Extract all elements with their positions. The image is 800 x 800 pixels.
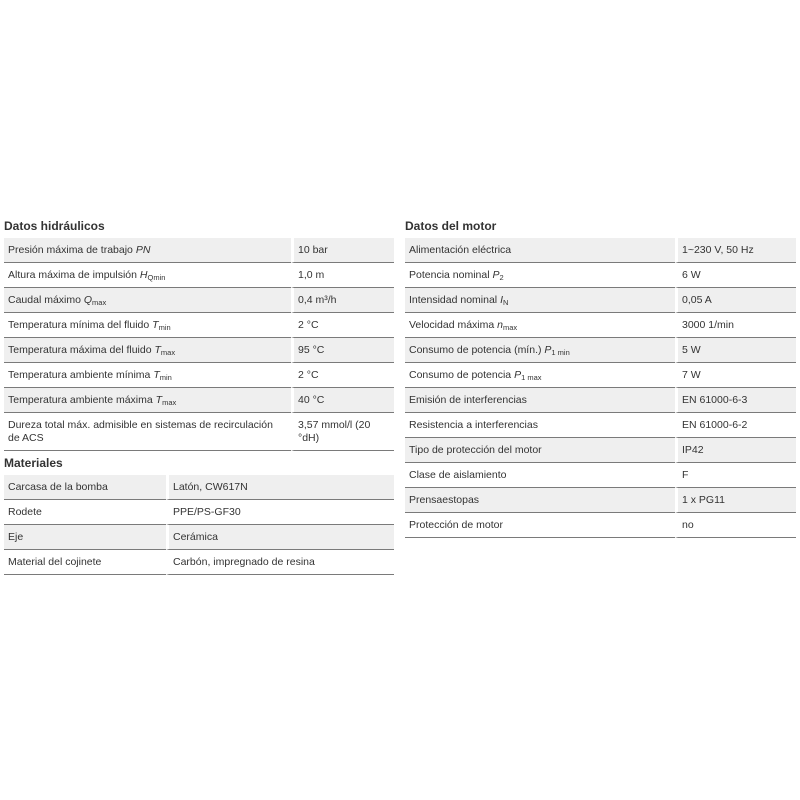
row-label-cell <box>405 263 675 288</box>
motor-row <box>405 288 796 313</box>
row-symbol-subscript: 1 max <box>521 372 542 382</box>
right-column <box>405 218 796 538</box>
row-value: 2 °C <box>291 363 394 388</box>
row-label: Caudal máximo <box>8 293 84 306</box>
motor-section-title: Datos del motor <box>405 219 497 233</box>
row-value: 10 bar <box>291 238 394 263</box>
hydraulic-row <box>4 288 394 313</box>
materials-section-title: Materiales <box>4 456 63 470</box>
row-value: 95 °C <box>291 338 394 363</box>
row-label-cell <box>4 475 166 500</box>
row-value: 3000 1/min <box>675 313 796 338</box>
row-label-cell <box>4 413 291 451</box>
row-label-cell <box>4 313 291 338</box>
row-label-cell <box>4 363 291 388</box>
motor-row <box>405 313 796 338</box>
row-label: Velocidad máxima <box>409 318 498 331</box>
hydraulic-row <box>4 363 394 388</box>
row-value: 1~230 V, 50 Hz <box>675 238 796 263</box>
row-label-cell <box>405 488 675 513</box>
motor-row <box>405 238 796 263</box>
row-symbol-subscript: max <box>92 297 107 307</box>
row-symbol: T <box>154 343 161 356</box>
row-symbol-subscript: 2 <box>499 272 504 282</box>
row-symbol-subscript: max <box>502 322 518 332</box>
row-value: 40 °C <box>291 388 394 413</box>
row-label: Protección de motor <box>409 518 503 531</box>
row-label-cell <box>405 513 675 538</box>
row-value: 3,57 mmol/l (20 °dH) <box>291 413 394 451</box>
row-label: Emisión de interferencias <box>409 393 527 406</box>
row-symbol-subscript: max <box>160 347 176 357</box>
row-symbol: T <box>152 318 159 331</box>
row-label: Clase de aislamiento <box>409 468 507 481</box>
row-symbol: P <box>514 368 522 381</box>
row-label: Potencia nominal <box>409 268 493 281</box>
row-value: Latón, CW617N <box>166 475 394 500</box>
row-label-cell <box>405 363 675 388</box>
row-value: IP42 <box>675 438 796 463</box>
row-symbol-subscript: 1 min <box>551 347 570 357</box>
row-symbol: n <box>497 318 503 331</box>
row-label: Eje <box>8 530 24 543</box>
row-label: Temperatura ambiente mínima <box>8 368 154 381</box>
row-label: Consumo de potencia <box>409 368 515 381</box>
row-label-cell <box>405 438 675 463</box>
materials-row <box>4 500 394 525</box>
row-label-cell <box>4 500 166 525</box>
row-value: 1 x PG11 <box>675 488 796 513</box>
row-symbol: T <box>155 393 163 406</box>
row-value: EN 61000-6-3 <box>675 388 796 413</box>
row-label: Carcasa de la bomba <box>8 480 108 493</box>
row-value: 1,0 m <box>291 263 394 288</box>
row-label: Presión máxima de trabajo <box>8 243 136 256</box>
motor-table <box>405 238 796 538</box>
motor-row <box>405 263 796 288</box>
row-symbol-subscript: min <box>159 372 172 382</box>
motor-row <box>405 438 796 463</box>
row-value: no <box>675 513 796 538</box>
hydraulic-row <box>4 388 394 413</box>
hydraulic-row <box>4 313 394 338</box>
row-label-cell <box>405 338 675 363</box>
hydraulic-row <box>4 263 394 288</box>
row-label: Prensaestopas <box>409 493 480 506</box>
row-label-cell <box>405 238 675 263</box>
motor-row <box>405 388 796 413</box>
row-symbol: T <box>153 368 160 381</box>
row-value: F <box>675 463 796 488</box>
row-label: Consumo de potencia (mín.) <box>409 343 545 356</box>
row-label-cell <box>405 463 675 488</box>
motor-row <box>405 363 796 388</box>
row-label: Altura máxima de impulsión <box>8 268 140 281</box>
row-value: 6 W <box>675 263 796 288</box>
row-value: Cerámica <box>166 525 394 550</box>
hydraulic-table <box>4 238 394 451</box>
motor-row <box>405 513 796 538</box>
row-label: Dureza total máx. admisible en sistemas de recirculación de ACS <box>8 418 273 444</box>
row-label-cell <box>405 388 675 413</box>
row-label-cell <box>4 388 291 413</box>
row-label-cell <box>4 338 291 363</box>
row-value: EN 61000-6-2 <box>675 413 796 438</box>
row-symbol: I <box>500 293 503 306</box>
row-label-cell <box>4 263 291 288</box>
row-label-cell <box>405 313 675 338</box>
row-symbol: P <box>492 268 500 281</box>
row-value: PPE/PS-GF30 <box>166 500 394 525</box>
row-symbol: H <box>139 268 148 281</box>
row-label: Temperatura ambiente máxima <box>8 393 156 406</box>
row-symbol-subscript: max <box>162 397 177 407</box>
row-label-cell <box>405 288 675 313</box>
row-label-cell <box>405 413 675 438</box>
row-label: Temperatura máxima del fluido <box>8 343 155 356</box>
row-symbol: P <box>544 343 552 356</box>
row-label: Material del cojinete <box>8 555 102 568</box>
row-value: 7 W <box>675 363 796 388</box>
materials-row <box>4 525 394 550</box>
row-symbol-subscript: min <box>158 322 171 332</box>
hydraulic-section-title: Datos hidráulicos <box>4 219 105 233</box>
motor-row <box>405 338 796 363</box>
motor-row <box>405 413 796 438</box>
row-label-cell <box>4 238 291 263</box>
motor-row <box>405 463 796 488</box>
row-value: 0,4 m³/h <box>291 288 394 313</box>
motor-row <box>405 488 796 513</box>
row-label: Alimentación eléctrica <box>409 243 512 256</box>
row-label-cell <box>4 288 291 313</box>
row-symbol: PN <box>135 243 151 256</box>
left-column <box>4 218 394 575</box>
row-label-cell <box>4 550 166 575</box>
row-value: 0,05 A <box>675 288 796 313</box>
row-symbol-subscript: N <box>502 297 509 307</box>
row-label-cell <box>4 525 166 550</box>
row-symbol-subscript: Qmin <box>147 272 166 282</box>
materials-table <box>4 475 394 575</box>
row-label: Tipo de protección del motor <box>409 443 542 456</box>
row-symbol: Q <box>83 293 93 306</box>
hydraulic-row <box>4 413 394 451</box>
materials-row <box>4 475 394 500</box>
materials-row <box>4 550 394 575</box>
row-value: Carbón, impregnado de resina <box>166 550 394 575</box>
hydraulic-row <box>4 338 394 363</box>
row-label: Intensidad nominal <box>409 293 501 306</box>
row-label: Rodete <box>8 505 42 518</box>
row-value: 2 °C <box>291 313 394 338</box>
row-label: Resistencia a interferencias <box>409 418 538 431</box>
hydraulic-row <box>4 238 394 263</box>
row-label: Temperatura mínima del fluido <box>8 318 153 331</box>
row-value: 5 W <box>675 338 796 363</box>
